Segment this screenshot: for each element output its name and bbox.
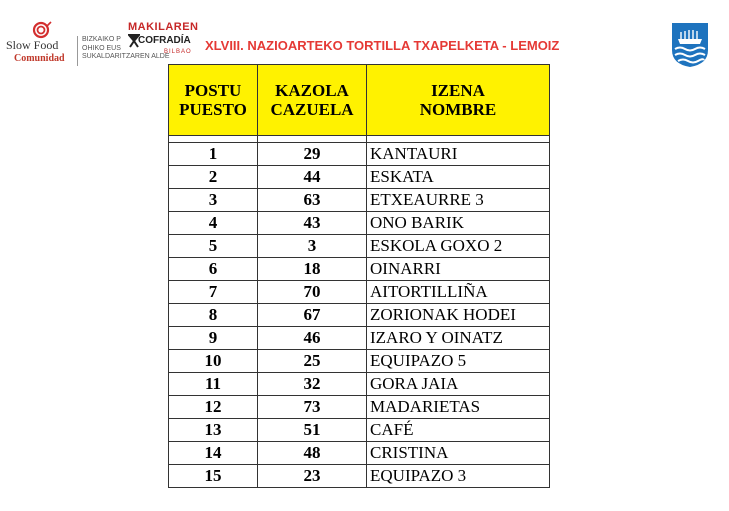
table-row [169, 258, 550, 281]
name-cell: GORA JAIA [367, 373, 550, 396]
cazuela-cell: 44 [258, 166, 367, 189]
header-kazola: KAZOLA CAZUELA [258, 65, 367, 136]
cazuela-cell: 23 [258, 465, 367, 488]
position-cell: 9 [169, 327, 258, 350]
table-row [169, 304, 550, 327]
name-cell: OINARRI [367, 258, 550, 281]
name-cell: IZARO Y OINATZ [367, 327, 550, 350]
cazuela-cell: 67 [258, 304, 367, 327]
table-header-row [169, 65, 550, 136]
position-cell: 5 [169, 235, 258, 258]
table-row [169, 373, 550, 396]
position-cell: 11 [169, 373, 258, 396]
cazuela-cell: 18 [258, 258, 367, 281]
slow-food-text: Slow Food [6, 38, 59, 52]
table-row [169, 166, 550, 189]
name-cell: ETXEAURRE 3 [367, 189, 550, 212]
name-cell: AITORTILLIÑA [367, 281, 550, 304]
position-cell: 1 [169, 143, 258, 166]
position-cell: 10 [169, 350, 258, 373]
logo-divider [77, 36, 78, 66]
cazuela-cell: 73 [258, 396, 367, 419]
cofradia-text: COFRADÍA [138, 35, 191, 46]
lemoiz-shield-icon [671, 22, 709, 68]
position-cell: 3 [169, 189, 258, 212]
table-row [169, 235, 550, 258]
table-row [169, 327, 550, 350]
name-cell: ESKATA [367, 166, 550, 189]
name-cell: KANTAURI [367, 143, 550, 166]
table-row [169, 419, 550, 442]
table-row [169, 465, 550, 488]
bizkaiko-text: BIZKAIKO P OHIKO EUS SUKALDARITZAREN ALDE [82, 36, 170, 60]
table-row [169, 212, 550, 235]
cazuela-cell: 48 [258, 442, 367, 465]
page-title: XLVIII. NAZIOARTEKO TORTILLA TXAPELKETA - LEMOIZ [205, 38, 560, 53]
position-cell: 6 [169, 258, 258, 281]
position-cell: 14 [169, 442, 258, 465]
cazuela-cell: 51 [258, 419, 367, 442]
cazuela-cell: 25 [258, 350, 367, 373]
spacer-row [169, 136, 550, 143]
name-cell: ESKOLA GOXO 2 [367, 235, 550, 258]
name-cell: ONO BARIK [367, 212, 550, 235]
position-cell: 7 [169, 281, 258, 304]
position-cell: 15 [169, 465, 258, 488]
makilaren-logo [128, 21, 198, 69]
table-row [169, 396, 550, 419]
cazuela-cell: 63 [258, 189, 367, 212]
bilbao-text: BILBAO [164, 49, 192, 55]
name-cell: MADARIETAS [367, 396, 550, 419]
position-cell: 8 [169, 304, 258, 327]
name-cell: ZORIONAK HODEI [367, 304, 550, 327]
name-cell: EQUIPAZO 3 [367, 465, 550, 488]
table-row [169, 442, 550, 465]
position-cell: 12 [169, 396, 258, 419]
header-postu: POSTU PUESTO [169, 65, 258, 136]
name-cell: CRISTINA [367, 442, 550, 465]
cazuela-cell: 32 [258, 373, 367, 396]
slow-food-subtitle: Comunidad [14, 53, 65, 64]
cazuela-cell: 46 [258, 327, 367, 350]
position-cell: 2 [169, 166, 258, 189]
name-cell: EQUIPAZO 5 [367, 350, 550, 373]
position-cell: 4 [169, 212, 258, 235]
snail-icon [32, 20, 52, 40]
cazuela-cell: 29 [258, 143, 367, 166]
makilaren-text: MAKILAREN [128, 21, 199, 33]
results-table [168, 64, 550, 488]
slow-food-logo [6, 20, 80, 66]
table-row [169, 350, 550, 373]
cazuela-cell: 43 [258, 212, 367, 235]
cazuela-cell: 70 [258, 281, 367, 304]
header-izena: IZENA NOMBRE [367, 65, 550, 136]
position-cell: 13 [169, 419, 258, 442]
cazuela-cell: 3 [258, 235, 367, 258]
name-cell: CAFÉ [367, 419, 550, 442]
table-row [169, 143, 550, 166]
table-row [169, 189, 550, 212]
table-row [169, 281, 550, 304]
